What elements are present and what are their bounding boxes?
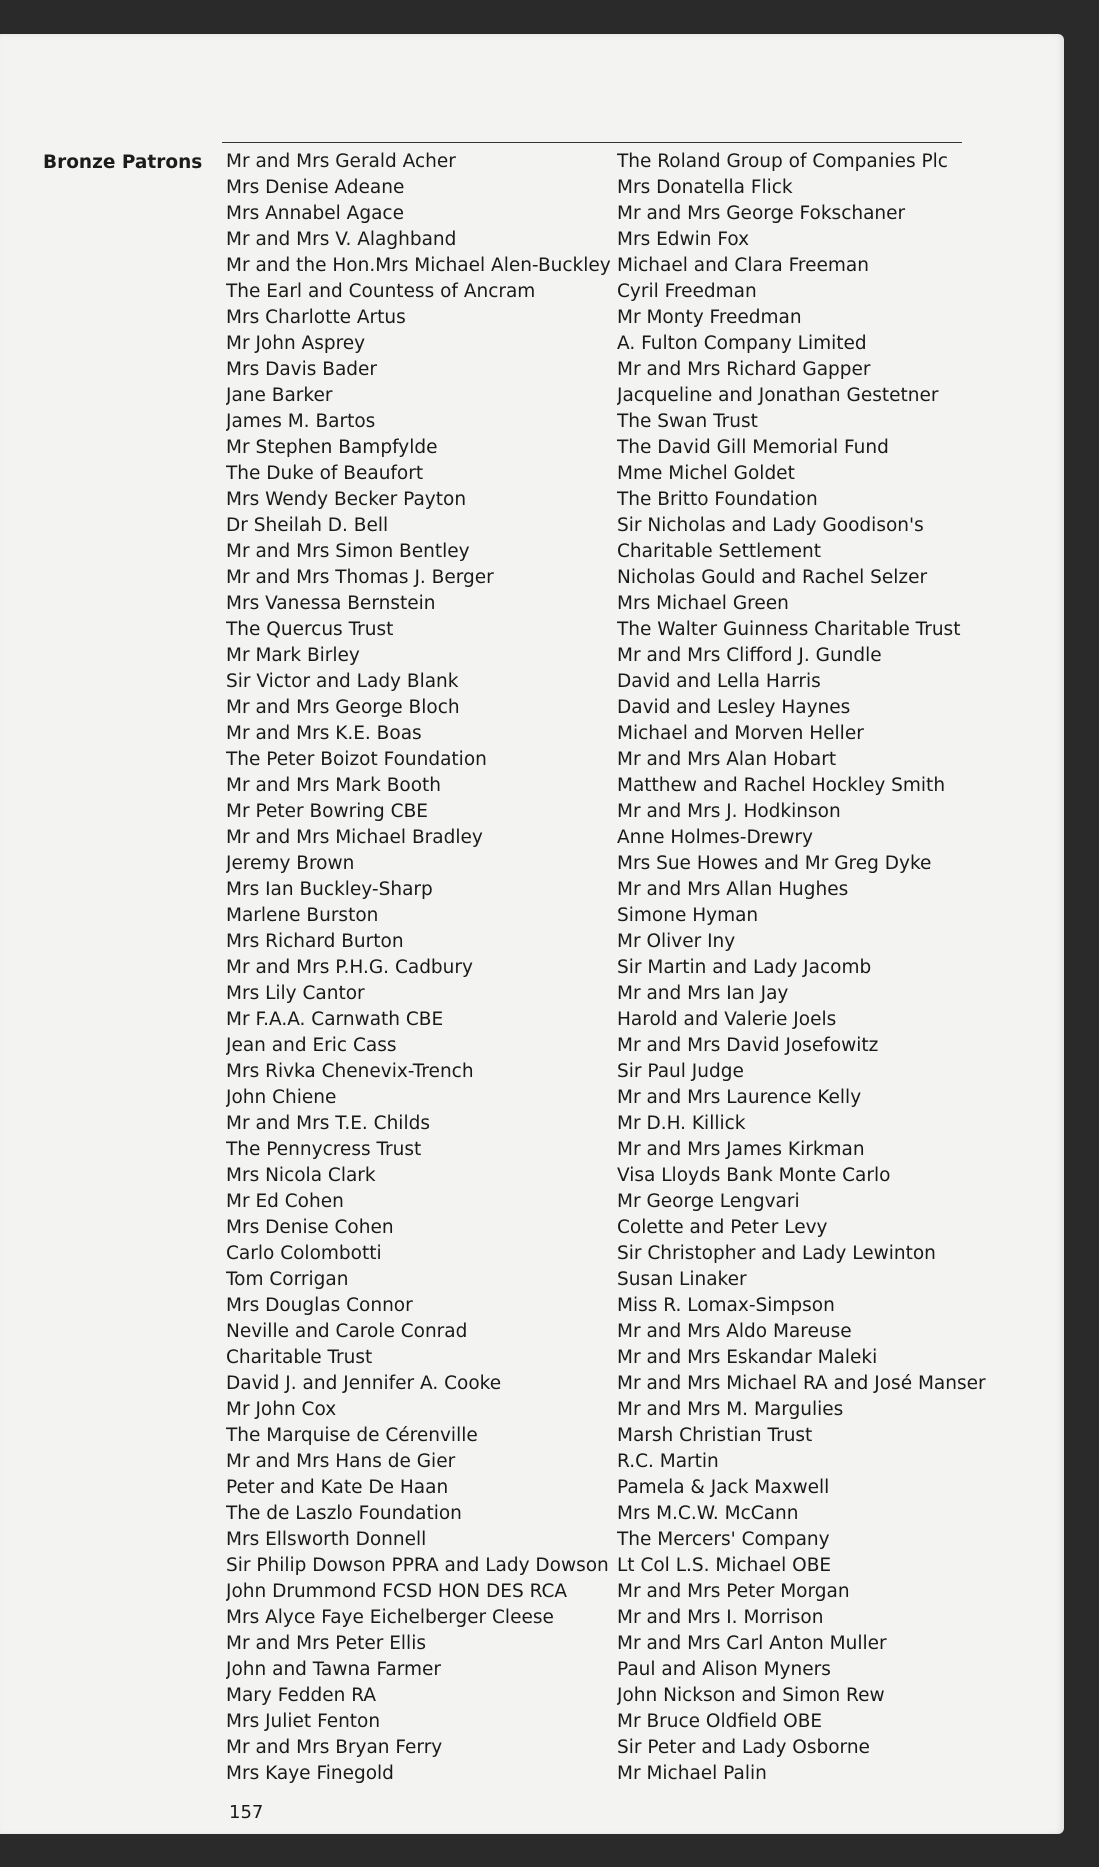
patron-name: Mrs Donatella Flick	[617, 177, 793, 198]
patron-name: Mr and Mrs Gerald Acher	[226, 151, 456, 172]
patron-name: A. Fulton Company Limited	[617, 333, 867, 354]
patron-name: Mr Mark Birley	[226, 645, 360, 666]
patron-name: Mrs Davis Bader	[226, 359, 378, 380]
patron-list-right	[617, 149, 1037, 1787]
patron-name: The Earl and Countess of Ancram	[226, 281, 536, 302]
patron-name: Mr and Mrs Ian Jay	[617, 983, 789, 1004]
patron-name: The Peter Boizot Foundation	[226, 749, 487, 770]
patron-name: Mr and Mrs Thomas J. Berger	[226, 567, 494, 588]
patron-name: The Swan Trust	[617, 411, 758, 432]
patron-name: David J. and Jennifer A. Cooke	[226, 1373, 502, 1394]
patron-name: Mrs Michael Green	[617, 593, 789, 614]
patron-name: Sir Paul Judge	[617, 1061, 744, 1082]
patron-name: Mrs Ellsworth Donnell	[226, 1529, 427, 1550]
patron-name: The de Laszlo Foundation	[226, 1503, 462, 1524]
patron-name: Sir Victor and Lady Blank	[226, 671, 459, 692]
patron-name: Mrs Vanessa Bernstein	[226, 593, 436, 614]
patron-name: Mme Michel Goldet	[617, 463, 795, 484]
patron-name: Mr and Mrs J. Hodkinson	[617, 801, 841, 822]
patron-name: Mr and Mrs Mark Booth	[226, 775, 442, 796]
patron-name: Mr F.A.A. Carnwath CBE	[226, 1009, 444, 1030]
patron-name: Mr and Mrs James Kirkman	[617, 1139, 865, 1160]
patron-name: Mr and Mrs Richard Gapper	[617, 359, 871, 380]
patron-name: Michael and Clara Freeman	[617, 255, 869, 276]
patron-name: Mr and Mrs Alan Hobart	[617, 749, 837, 770]
patron-name: Mr and Mrs Aldo Mareuse	[617, 1321, 852, 1342]
patron-name: Sir Philip Dowson PPRA and Lady Dowson	[226, 1555, 609, 1576]
patron-name: Mrs M.C.W. McCann	[617, 1503, 799, 1524]
patron-name: Mr and Mrs Laurence Kelly	[617, 1087, 862, 1108]
patron-name: Marsh Christian Trust	[617, 1425, 813, 1446]
patron-name: John and Tawna Farmer	[226, 1659, 442, 1680]
patron-name: Mrs Sue Howes and Mr Greg Dyke	[617, 853, 932, 874]
patron-name: Mrs Edwin Fox	[617, 229, 750, 250]
patron-name: The Pennycress Trust	[226, 1139, 422, 1160]
patron-name: Mr and Mrs Bryan Ferry	[226, 1737, 443, 1758]
patron-name: Tom Corrigan	[226, 1269, 349, 1290]
patron-name: Mrs Kaye Finegold	[226, 1763, 394, 1784]
patron-name: Anne Holmes-Drewry	[617, 827, 813, 848]
patron-name: Marlene Burston	[226, 905, 379, 926]
patron-name: John Nickson and Simon Rew	[617, 1685, 885, 1706]
patron-name: Mr and Mrs Michael RA and José Manser	[617, 1373, 986, 1394]
patron-name: Mr and Mrs P.H.G. Cadbury	[226, 957, 473, 978]
patron-name: Jane Barker	[226, 385, 333, 406]
patron-name: Jean and Eric Cass	[226, 1035, 397, 1056]
patron-name: Nicholas Gould and Rachel Selzer	[617, 567, 928, 588]
patron-name: Mr and Mrs Simon Bentley	[226, 541, 470, 562]
patron-name: Michael and Morven Heller	[617, 723, 864, 744]
patron-name: Mr and Mrs V. Alaghband	[226, 229, 457, 250]
patron-name: Paul and Alison Myners	[617, 1659, 831, 1680]
patron-name: Mr and Mrs T.E. Childs	[226, 1113, 430, 1134]
patron-name: Mrs Denise Adeane	[226, 177, 405, 198]
patron-name: John Chiene	[226, 1087, 337, 1108]
patron-name: The Mercers' Company	[617, 1529, 830, 1550]
patron-name: Mr and Mrs Michael Bradley	[226, 827, 483, 848]
patron-name: The Duke of Beaufort	[226, 463, 424, 484]
patron-name: Mr and Mrs Peter Morgan	[617, 1581, 850, 1602]
patron-name: Mrs Nicola Clark	[226, 1165, 376, 1186]
patron-name: Sir Christopher and Lady Lewinton	[617, 1243, 936, 1264]
patron-name: Mr D.H. Killick	[617, 1113, 746, 1134]
patron-name: Colette and Peter Levy	[617, 1217, 828, 1238]
patron-name: Mr and Mrs Allan Hughes	[617, 879, 849, 900]
patron-name: Mr Peter Bowring CBE	[226, 801, 428, 822]
patron-name: Mr George Lengvari	[617, 1191, 800, 1212]
patron-name: Mrs Douglas Connor	[226, 1295, 413, 1316]
patron-name: Jacqueline and Jonathan Gestetner	[617, 385, 939, 406]
page-number: 157	[229, 1802, 264, 1823]
patron-name: Mr Stephen Bampfylde	[226, 437, 438, 458]
patron-name: Miss R. Lomax-Simpson	[617, 1295, 835, 1316]
patron-name: Charitable Trust	[226, 1347, 373, 1368]
patron-name: Pamela & Jack Maxwell	[617, 1477, 830, 1498]
patron-name: Sir Nicholas and Lady Goodison's	[617, 515, 924, 536]
patron-name: Visa Lloyds Bank Monte Carlo	[617, 1165, 891, 1186]
patron-name: The Marquise de Cérenville	[226, 1425, 478, 1446]
document-page	[0, 34, 1064, 1834]
patron-name: Charitable Settlement	[617, 541, 821, 562]
patron-name: Mrs Richard Burton	[226, 931, 404, 952]
patron-name: Neville and Carole Conrad	[226, 1321, 468, 1342]
patron-name: Mr and Mrs K.E. Boas	[226, 723, 422, 744]
patron-name: Mrs Ian Buckley-Sharp	[226, 879, 433, 900]
patron-name: The Roland Group of Companies Plc	[617, 151, 948, 172]
patron-name: The Walter Guinness Charitable Trust	[617, 619, 961, 640]
patron-name: Carlo Colombotti	[226, 1243, 382, 1264]
patron-name: Dr Sheilah D. Bell	[226, 515, 389, 536]
patron-name: John Drummond FCSD HON DES RCA	[226, 1581, 568, 1602]
patron-name: Jeremy Brown	[226, 853, 355, 874]
patron-name: Mr and Mrs Eskandar Maleki	[617, 1347, 878, 1368]
patron-name: Mrs Charlotte Artus	[226, 307, 406, 328]
patron-name: The David Gill Memorial Fund	[617, 437, 889, 458]
patron-name: Mr Ed Cohen	[226, 1191, 344, 1212]
patron-name: R.C. Martin	[617, 1451, 719, 1472]
patron-name: Susan Linaker	[617, 1269, 747, 1290]
patron-list-left	[226, 149, 611, 1787]
patron-name: The Britto Foundation	[617, 489, 818, 510]
patron-name: Mr and Mrs M. Margulies	[617, 1399, 844, 1420]
patron-name: Sir Peter and Lady Osborne	[617, 1737, 870, 1758]
patron-name: James M. Bartos	[226, 411, 376, 432]
patron-name: David and Lesley Haynes	[617, 697, 851, 718]
patron-name: Matthew and Rachel Hockley Smith	[617, 775, 946, 796]
patron-name: Mrs Juliet Fenton	[226, 1711, 381, 1732]
patron-name: David and Lella Harris	[617, 671, 821, 692]
patron-name: Mr and the Hon.Mrs Michael Alen-Buckley	[226, 255, 611, 276]
patron-name: Mrs Annabel Agace	[226, 203, 404, 224]
patron-name: Mr John Asprey	[226, 333, 366, 354]
section-title: Bronze Patrons	[43, 152, 203, 173]
patron-name: Cyril Freedman	[617, 281, 757, 302]
patron-name: The Quercus Trust	[226, 619, 394, 640]
patron-name: Lt Col L.S. Michael OBE	[617, 1555, 832, 1576]
patron-name: Mr John Cox	[226, 1399, 337, 1420]
patron-name: Mr Bruce Oldfield OBE	[617, 1711, 823, 1732]
patron-name: Mrs Alyce Faye Eichelberger Cleese	[226, 1607, 554, 1628]
patron-name: Mr and Mrs David Josefowitz	[617, 1035, 879, 1056]
patron-name: Mr and Mrs George Fokschaner	[617, 203, 906, 224]
patron-name: Mr and Mrs Peter Ellis	[226, 1633, 426, 1654]
patron-name: Simone Hyman	[617, 905, 759, 926]
patron-name: Mrs Wendy Becker Payton	[226, 489, 467, 510]
patron-name: Mr Michael Palin	[617, 1763, 767, 1784]
top-rule	[222, 142, 962, 143]
patron-name: Harold and Valerie Joels	[617, 1009, 837, 1030]
patron-name: Mary Fedden RA	[226, 1685, 376, 1706]
patron-name: Peter and Kate De Haan	[226, 1477, 449, 1498]
patron-name: Mrs Lily Cantor	[226, 983, 365, 1004]
patron-name: Mr and Mrs George Bloch	[226, 697, 460, 718]
patron-name: Mr and Mrs Clifford J. Gundle	[617, 645, 882, 666]
patron-name: Mr and Mrs Hans de Gier	[226, 1451, 456, 1472]
patron-name: Mr Monty Freedman	[617, 307, 802, 328]
patron-name: Mrs Rivka Chenevix-Trench	[226, 1061, 474, 1082]
patron-name: Mrs Denise Cohen	[226, 1217, 394, 1238]
patron-name: Mr and Mrs Carl Anton Muller	[617, 1633, 887, 1654]
patron-name: Mr Oliver Iny	[617, 931, 736, 952]
patron-name: Mr and Mrs I. Morrison	[617, 1607, 824, 1628]
patron-name: Sir Martin and Lady Jacomb	[617, 957, 872, 978]
